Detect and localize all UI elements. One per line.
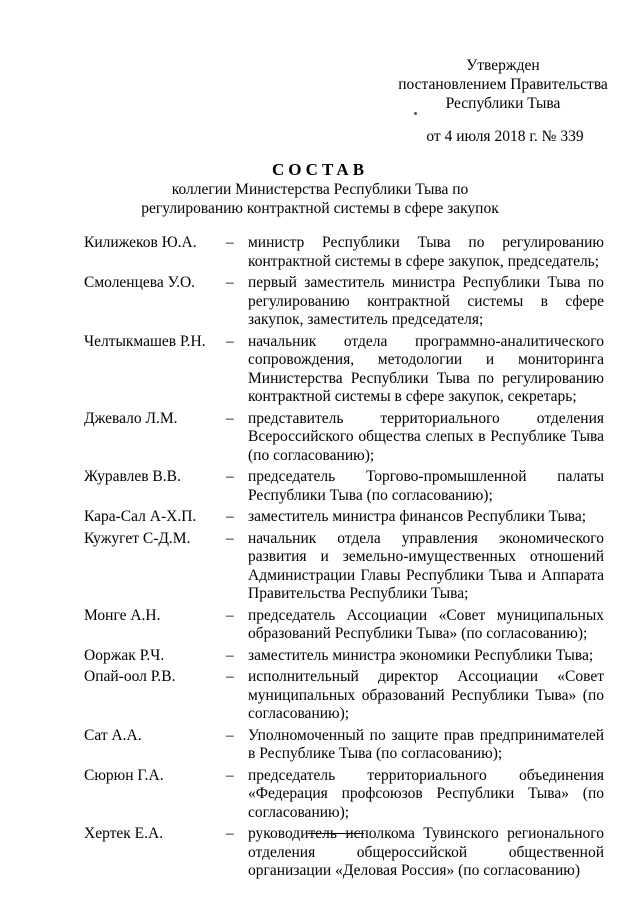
member-name: Опай-оол Р.В.	[84, 668, 176, 685]
dash: –	[226, 646, 234, 664]
member-role: председатель Торгово-промышленной палаты Республики Тыва (по согласованию);	[248, 468, 604, 504]
document-subtitle	[130, 180, 510, 218]
approval-line-republic: Республики Тыва	[445, 95, 561, 112]
member-name: Смоленцева У.О.	[84, 274, 196, 291]
member-row	[84, 234, 604, 271]
dash: –	[226, 274, 234, 291]
approval-line-approved: Утвержден	[466, 57, 540, 74]
dash: –	[226, 332, 234, 350]
member-role: исполнительный директор Ассоциации «Совет муниципальных образований Республики Тыва» (по согласованию);	[248, 668, 604, 722]
dash: –	[226, 766, 234, 784]
member-row	[84, 410, 604, 466]
member-name: Кара-Сал А-Х.П.	[84, 508, 197, 525]
dash: –	[226, 468, 234, 485]
member-name: Хертек Е.А.	[84, 825, 164, 842]
subtitle-line-1: коллегии Министерства Республики Тыва по	[171, 181, 469, 198]
dash: –	[226, 726, 234, 744]
member-name: Монге А.Н.	[84, 606, 161, 624]
member-name: Журавлев В.В.	[84, 468, 181, 485]
approval-line-resolution: постановлением Правительства	[398, 76, 608, 93]
member-role: начальник отдела управления экономического развития и земельно-имущественных отношений Администрации Главы Республики Тыва и Аппарата Правительства Республики Тыва;	[248, 529, 604, 602]
member-role: руководитель исполкома Тувинского регионального отделения общероссийской общественной организации «Деловая Россия» (по согласованию)	[248, 825, 604, 879]
dash: –	[226, 529, 234, 547]
member-name: Джевало Л.М.	[84, 409, 178, 427]
approval-block	[388, 56, 618, 113]
member-row	[84, 607, 604, 644]
member-row	[84, 333, 604, 407]
member-role: представитель территориального отделения Всероссийского общества слепых в Республике Тыва (по согласованию);	[248, 409, 604, 464]
dash: –	[226, 668, 234, 685]
member-row	[84, 727, 604, 764]
member-row	[84, 508, 604, 527]
member-name: Челтыкмашев Р.Н.	[84, 332, 206, 350]
member-role: заместитель министра финансов Республики Тыва;	[248, 508, 587, 525]
dash: –	[226, 234, 234, 251]
dash: –	[226, 606, 234, 624]
member-name: Килижеков Ю.А.	[84, 234, 197, 251]
member-row	[84, 668, 604, 724]
member-name: Сюрюн Г.А.	[84, 766, 164, 784]
dash: –	[226, 409, 234, 427]
closing-divider	[308, 833, 364, 834]
member-row	[84, 274, 604, 330]
member-role: председатель Ассоциации «Совет муниципальных образований Республики Тыва» (по согласованию);	[248, 606, 604, 642]
approval-date: от 4 июля 2018 г. № 339	[426, 128, 584, 145]
member-role: председатель территориального объединения «Федерация профсоюзов Республики Тыва» (по согласованию);	[248, 766, 604, 821]
member-row	[84, 767, 604, 823]
members-list	[84, 234, 604, 884]
scan-speck	[414, 112, 417, 115]
subtitle-line-2: регулированию контрактной системы в сфере закупок	[141, 200, 499, 217]
member-name: Кужугет С-Д.М.	[84, 529, 191, 547]
dash: –	[226, 825, 234, 842]
member-row	[84, 468, 604, 505]
member-role: Уполномоченный по защите прав предпринимателей в Республике Тыва (по согласованию);	[248, 726, 604, 762]
member-role: заместитель министра экономики Республики Тыва;	[248, 646, 594, 664]
member-name: Ооржак Р.Ч.	[84, 646, 165, 664]
member-role: начальник отдела программно-аналитического сопровождения, методологии и мониторинга Министерства Республики Тыва по регулированию контрактной системы в сфере закупок, секретарь;	[248, 332, 604, 405]
member-row	[84, 647, 604, 666]
member-row	[84, 530, 604, 604]
member-name: Сат А.А.	[84, 726, 142, 744]
document-title: СОСТАВ	[271, 160, 369, 179]
member-role: первый заместитель министра Республики Тыва по регулированию контрактной системы в сфере закупок, заместитель председателя;	[248, 274, 604, 328]
member-role: министр Республики Тыва по регулированию контрактной системы в сфере закупок, председатель;	[248, 234, 604, 270]
dash: –	[226, 508, 234, 525]
